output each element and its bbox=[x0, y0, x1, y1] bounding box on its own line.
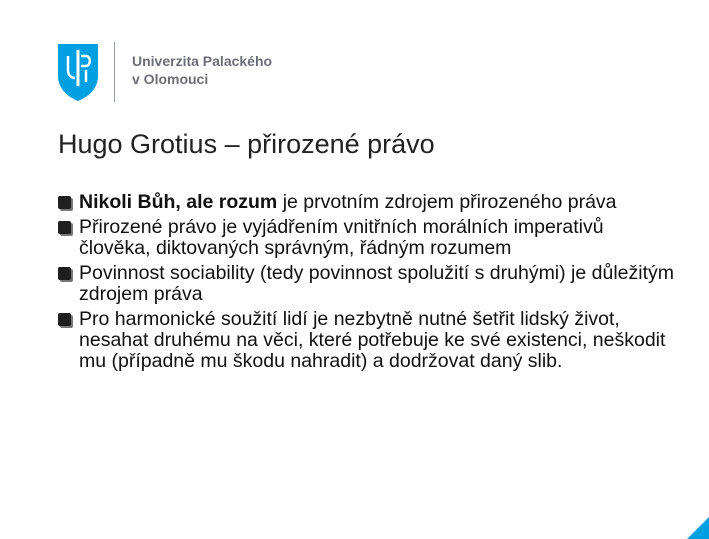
bullet-bold-text: Nikoli Bůh, ale rozum bbox=[79, 191, 278, 213]
square-bullet-icon bbox=[58, 221, 71, 234]
bullet-text: Povinnost sociability (tedy povinnost spolužití s druhými) je důležitým zdrojem práva bbox=[79, 262, 675, 305]
university-logo bbox=[50, 42, 310, 104]
bullet-item bbox=[58, 263, 678, 305]
square-bullet-icon bbox=[58, 313, 71, 326]
university-name-line1: Univerzita Palackého bbox=[132, 53, 273, 69]
square-bullet-icon bbox=[58, 196, 71, 209]
bullet-text: Pro harmonické soužití lidí je nezbytně nutné šetřit lidský život, nesahat druhému na věci, které potřebuje ke své existenci, neškodit mu (případně mu škodu nahradit) a dodržovat daný slib. bbox=[79, 308, 666, 372]
bullet-item bbox=[58, 309, 678, 372]
university-shield-icon bbox=[56, 42, 100, 102]
bullet-text: Přirozené právo je vyjádřením vnitřních morálních imperativů člověka, diktovaných správným, řádným rozumem bbox=[79, 216, 604, 259]
university-name-line2: v Olomouci bbox=[132, 71, 209, 87]
logo-divider bbox=[114, 42, 115, 102]
bullet-list bbox=[58, 192, 678, 376]
square-bullet-icon bbox=[58, 267, 71, 280]
corner-accent bbox=[687, 517, 709, 539]
bullet-item bbox=[58, 217, 678, 259]
slide-title: Hugo Grotius – přirozené právo bbox=[58, 129, 435, 159]
bullet-text: je prvotním zdrojem přirozeného práva bbox=[277, 191, 617, 213]
university-name bbox=[132, 52, 272, 88]
bullet-item bbox=[58, 192, 678, 213]
